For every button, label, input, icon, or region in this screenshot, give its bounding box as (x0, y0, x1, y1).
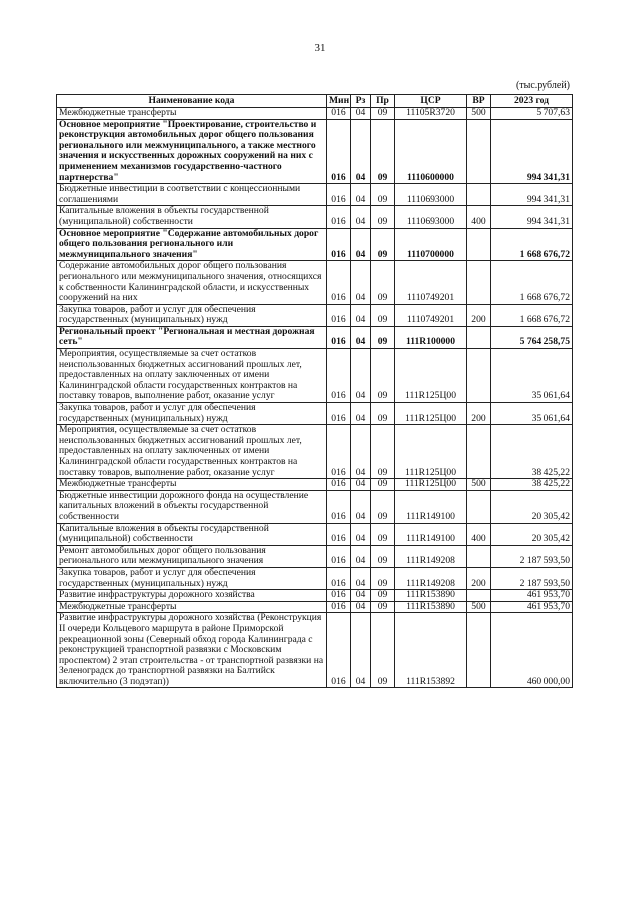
cell-subsection: 09 (371, 490, 395, 523)
table-header (57, 95, 573, 108)
table-row (57, 119, 573, 184)
cell-amount: 5 764 258,75 (491, 326, 573, 348)
cell-target-article: 111R125Ц00 (395, 349, 467, 403)
cell-amount: 994 341,31 (491, 119, 573, 184)
cell-section: 04 (351, 261, 371, 304)
cell-expense-type (467, 228, 491, 261)
cell-name: Бюджетные инвестиции в соответствии с концессионными соглашениями (57, 184, 327, 206)
cell-ministry: 016 (327, 403, 351, 425)
cell-subsection: 09 (371, 479, 395, 491)
cell-target-article: 111R149208 (395, 545, 467, 567)
cell-amount: 35 061,64 (491, 403, 573, 425)
cell-amount: 1 668 676,72 (491, 261, 573, 304)
header-section: Рз (351, 95, 371, 108)
cell-amount: 461 953,70 (491, 590, 573, 602)
cell-subsection: 09 (371, 119, 395, 184)
budget-table (56, 94, 573, 688)
cell-amount: 461 953,70 (491, 601, 573, 613)
cell-target-article: 111R149100 (395, 523, 467, 545)
cell-name: Бюджетные инвестиции дорожного фонда на осуществление капитальных вложений в объекты государственной собственности (57, 490, 327, 523)
cell-section: 04 (351, 490, 371, 523)
cell-ministry: 016 (327, 479, 351, 491)
cell-subsection: 09 (371, 108, 395, 120)
cell-expense-type (467, 425, 491, 479)
table-row (57, 613, 573, 688)
cell-ministry: 016 (327, 523, 351, 545)
cell-amount: 994 341,31 (491, 184, 573, 206)
cell-section: 04 (351, 184, 371, 206)
cell-name: Мероприятия, осуществляемые за счет остатков неиспользованных бюджетных ассигнований прошлых лет, предоставленных на оплату заключенных от имени Калининградской области государственных контрактов на поставку товаров, выполнение работ, оказание услуг (57, 425, 327, 479)
cell-ministry: 016 (327, 349, 351, 403)
cell-ministry: 016 (327, 304, 351, 326)
cell-expense-type (467, 613, 491, 688)
cell-target-article: 1110749201 (395, 304, 467, 326)
cell-amount: 38 425,22 (491, 425, 573, 479)
cell-section: 04 (351, 326, 371, 348)
cell-expense-type: 200 (467, 304, 491, 326)
units-label: (тыс.рублей) (515, 80, 570, 91)
cell-target-article: 1110700000 (395, 228, 467, 261)
cell-expense-type: 200 (467, 567, 491, 589)
cell-name: Основное мероприятие "Содержание автомобильных дорог общего пользования регионального или межмуниципального значения" (57, 228, 327, 261)
cell-target-article: 1110693000 (395, 184, 467, 206)
table-row (57, 261, 573, 304)
table-row (57, 304, 573, 326)
table-row (57, 490, 573, 523)
table-row (57, 108, 573, 120)
table-row (57, 590, 573, 602)
cell-subsection: 09 (371, 590, 395, 602)
cell-subsection: 09 (371, 349, 395, 403)
table-row (57, 228, 573, 261)
cell-expense-type: 500 (467, 479, 491, 491)
table-row (57, 425, 573, 479)
cell-amount: 38 425,22 (491, 479, 573, 491)
cell-subsection: 09 (371, 403, 395, 425)
header-year-2023: 2023 год (491, 95, 573, 108)
cell-expense-type: 400 (467, 523, 491, 545)
cell-section: 04 (351, 403, 371, 425)
cell-amount: 2 187 593,50 (491, 567, 573, 589)
header-row (57, 95, 573, 108)
table-row (57, 523, 573, 545)
cell-section: 04 (351, 206, 371, 228)
cell-name: Развитие инфраструктуры дорожного хозяйства (Реконструкция II очереди Кольцевого маршрута в районе Приморской рекреационной зоны (Северный обход города Калининграда с реконструкцией транспортной развязки с Московским проспектом) 2 этап строительства - от транспортной развязки на Зеленоградск до транспортной развязки на Балтийск включительно (3 подэтап)) (57, 613, 327, 688)
cell-ministry: 016 (327, 108, 351, 120)
cell-ministry: 016 (327, 545, 351, 567)
header-name: Наименование кода (57, 95, 327, 108)
cell-subsection: 09 (371, 545, 395, 567)
cell-amount: 20 305,42 (491, 490, 573, 523)
cell-expense-type (467, 326, 491, 348)
header-subsection: Пр (371, 95, 395, 108)
cell-subsection: 09 (371, 206, 395, 228)
cell-subsection: 09 (371, 523, 395, 545)
cell-amount: 35 061,64 (491, 349, 573, 403)
cell-section: 04 (351, 304, 371, 326)
cell-expense-type (467, 349, 491, 403)
cell-section: 04 (351, 613, 371, 688)
table-row (57, 567, 573, 589)
table-row (57, 326, 573, 348)
cell-ministry: 016 (327, 613, 351, 688)
cell-name: Закупка товаров, работ и услуг для обеспечения государственных (муниципальных) нужд (57, 304, 327, 326)
cell-target-article: 111R125Ц00 (395, 479, 467, 491)
cell-ministry: 016 (327, 601, 351, 613)
table-row (57, 479, 573, 491)
table-row (57, 601, 573, 613)
cell-target-article: 111R125Ц00 (395, 403, 467, 425)
cell-ministry: 016 (327, 490, 351, 523)
cell-name: Закупка товаров, работ и услуг для обеспечения государственных (муниципальных) нужд (57, 567, 327, 589)
cell-expense-type (467, 119, 491, 184)
cell-name: Мероприятия, осуществляемые за счет остатков неиспользованных бюджетных ассигнований прошлых лет, предоставленных на оплату заключенных от имени Калининградской области государственных контрактов на поставку товаров, выполнение работ, оказание услуг (57, 349, 327, 403)
cell-ministry: 016 (327, 228, 351, 261)
cell-section: 04 (351, 108, 371, 120)
cell-target-article: 111R125Ц00 (395, 425, 467, 479)
table-row (57, 545, 573, 567)
table-body (57, 108, 573, 688)
cell-name: Капитальные вложения в объекты государственной (муниципальной) собственности (57, 523, 327, 545)
cell-name: Основное мероприятие "Проектирование, строительство и реконструкция автомобильных дорог общего пользования регионального или межмуниципального, а также местного значения и искусственных дорожных сооружений на них с применением механизмов государственно-частного партнерства" (57, 119, 327, 184)
cell-section: 04 (351, 119, 371, 184)
cell-expense-type: 400 (467, 206, 491, 228)
cell-amount: 20 305,42 (491, 523, 573, 545)
cell-name: Межбюджетные трансферты (57, 601, 327, 613)
table-row (57, 403, 573, 425)
table-row (57, 206, 573, 228)
cell-subsection: 09 (371, 326, 395, 348)
cell-target-article: 111R153892 (395, 613, 467, 688)
cell-ministry: 016 (327, 261, 351, 304)
cell-section: 04 (351, 590, 371, 602)
cell-amount: 5 707,63 (491, 108, 573, 120)
cell-amount: 2 187 593,50 (491, 545, 573, 567)
cell-target-article: 111R149208 (395, 567, 467, 589)
cell-expense-type (467, 545, 491, 567)
cell-target-article: 1110749201 (395, 261, 467, 304)
cell-section: 04 (351, 479, 371, 491)
cell-section: 04 (351, 228, 371, 261)
cell-ministry: 016 (327, 326, 351, 348)
cell-target-article: 111R153890 (395, 590, 467, 602)
cell-target-article: 1110693000 (395, 206, 467, 228)
cell-ministry: 016 (327, 425, 351, 479)
cell-expense-type (467, 590, 491, 602)
cell-ministry: 016 (327, 119, 351, 184)
table-row (57, 184, 573, 206)
cell-subsection: 09 (371, 228, 395, 261)
cell-name: Закупка товаров, работ и услуг для обеспечения государственных (муниципальных) нужд (57, 403, 327, 425)
cell-amount: 994 341,31 (491, 206, 573, 228)
cell-expense-type (467, 184, 491, 206)
cell-amount: 460 000,00 (491, 613, 573, 688)
cell-section: 04 (351, 601, 371, 613)
cell-name: Ремонт автомобильных дорог общего пользования регионального или межмуниципального значения (57, 545, 327, 567)
cell-target-article: 11105R3720 (395, 108, 467, 120)
page-number: 31 (314, 42, 326, 54)
cell-target-article: 111R100000 (395, 326, 467, 348)
cell-ministry: 016 (327, 206, 351, 228)
cell-expense-type (467, 261, 491, 304)
cell-subsection: 09 (371, 304, 395, 326)
cell-ministry: 016 (327, 590, 351, 602)
cell-name: Капитальные вложения в объекты государственной (муниципальной) собственности (57, 206, 327, 228)
cell-section: 04 (351, 523, 371, 545)
table-row (57, 349, 573, 403)
cell-target-article: 111R149100 (395, 490, 467, 523)
cell-expense-type: 200 (467, 403, 491, 425)
cell-amount: 1 668 676,72 (491, 304, 573, 326)
cell-amount: 1 668 676,72 (491, 228, 573, 261)
cell-expense-type (467, 490, 491, 523)
cell-subsection: 09 (371, 425, 395, 479)
cell-name: Межбюджетные трансферты (57, 108, 327, 120)
cell-name: Развитие инфраструктуры дорожного хозяйства (57, 590, 327, 602)
cell-name: Региональный проект "Региональная и местная дорожная сеть" (57, 326, 327, 348)
cell-name: Содержание автомобильных дорог общего пользования регионального или межмуниципального значения, относящихся к собственности Калининградской области, и искусственных сооружений на них (57, 261, 327, 304)
cell-expense-type: 500 (467, 601, 491, 613)
cell-ministry: 016 (327, 184, 351, 206)
cell-expense-type: 500 (467, 108, 491, 120)
header-expense-type: ВР (467, 95, 491, 108)
cell-section: 04 (351, 425, 371, 479)
cell-subsection: 09 (371, 184, 395, 206)
header-target-article: ЦСР (395, 95, 467, 108)
cell-subsection: 09 (371, 601, 395, 613)
cell-subsection: 09 (371, 567, 395, 589)
cell-section: 04 (351, 545, 371, 567)
cell-subsection: 09 (371, 261, 395, 304)
cell-section: 04 (351, 567, 371, 589)
cell-target-article: 1110600000 (395, 119, 467, 184)
cell-name: Межбюджетные трансферты (57, 479, 327, 491)
cell-ministry: 016 (327, 567, 351, 589)
cell-subsection: 09 (371, 613, 395, 688)
header-ministry: Мин (327, 95, 351, 108)
cell-section: 04 (351, 349, 371, 403)
cell-target-article: 111R153890 (395, 601, 467, 613)
